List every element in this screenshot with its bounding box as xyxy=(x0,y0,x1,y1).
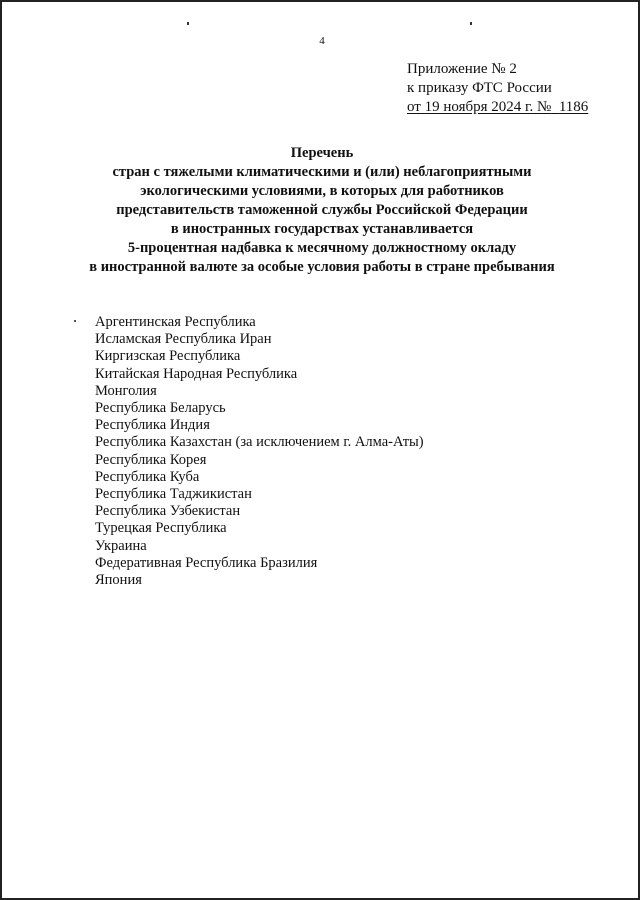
list-item: Исламская Республика Иран xyxy=(95,331,272,348)
title-line: стран с тяжелыми климатическими и (или) неблагоприятными xyxy=(112,164,532,180)
appendix-date-line xyxy=(407,98,588,117)
list-item: Республика Корея xyxy=(95,451,207,468)
list-item: Республика Куба xyxy=(95,468,200,485)
appendix-number-sign: № xyxy=(537,99,552,115)
appendix-number-text: 1186 xyxy=(558,99,589,115)
appendix-date-text: 19 ноября 2024 г. xyxy=(424,99,534,115)
appendix-title: Приложение № 2 xyxy=(407,61,517,77)
list-item: Республика Узбекистан xyxy=(95,503,241,520)
list-item: Турецкая Республика xyxy=(95,520,227,537)
list-item: Монголия xyxy=(95,382,157,399)
list-item: Аргентинская Республика xyxy=(95,314,256,330)
appendix-number xyxy=(551,99,588,115)
list-item: Япония xyxy=(95,572,142,589)
list-item: Украина xyxy=(95,537,147,554)
list-item: Республика Беларусь xyxy=(95,400,226,417)
appendix-date-prefix: от xyxy=(407,99,421,115)
page-number: 4 xyxy=(319,35,325,47)
list-item: Федеративная Республика Бразилия xyxy=(95,554,318,571)
list-item: Республика Казахстан (за исключением г. Алма-Аты) xyxy=(95,434,424,451)
list-item: Китайская Народная Республика xyxy=(95,365,298,382)
appendix-block xyxy=(407,60,588,117)
appendix-order-reference: к приказу ФТС России xyxy=(407,80,552,96)
scan-speck xyxy=(470,22,472,25)
country-list xyxy=(95,314,424,589)
list-item: Киргизская Республика xyxy=(95,348,241,365)
list-item: Республика Индия xyxy=(95,417,210,434)
document-title xyxy=(2,144,640,277)
title-line: экологическими условиями, в которых для работников xyxy=(140,183,504,199)
title-line: в иностранной валюте за особые условия работы в стране пребывания xyxy=(89,259,555,275)
title-line: представительств таможенной службы Российской Федерации xyxy=(116,202,528,218)
title-line: в иностранных государствах устанавливается xyxy=(170,221,474,237)
appendix-date xyxy=(421,99,537,115)
list-item: Республика Таджикистан xyxy=(95,486,252,503)
scan-speck xyxy=(74,320,76,322)
title-heading: Перечень xyxy=(290,145,354,161)
scan-speck xyxy=(187,22,189,25)
title-line: 5-процентная надбавка к месячному должностному окладу xyxy=(127,240,517,256)
